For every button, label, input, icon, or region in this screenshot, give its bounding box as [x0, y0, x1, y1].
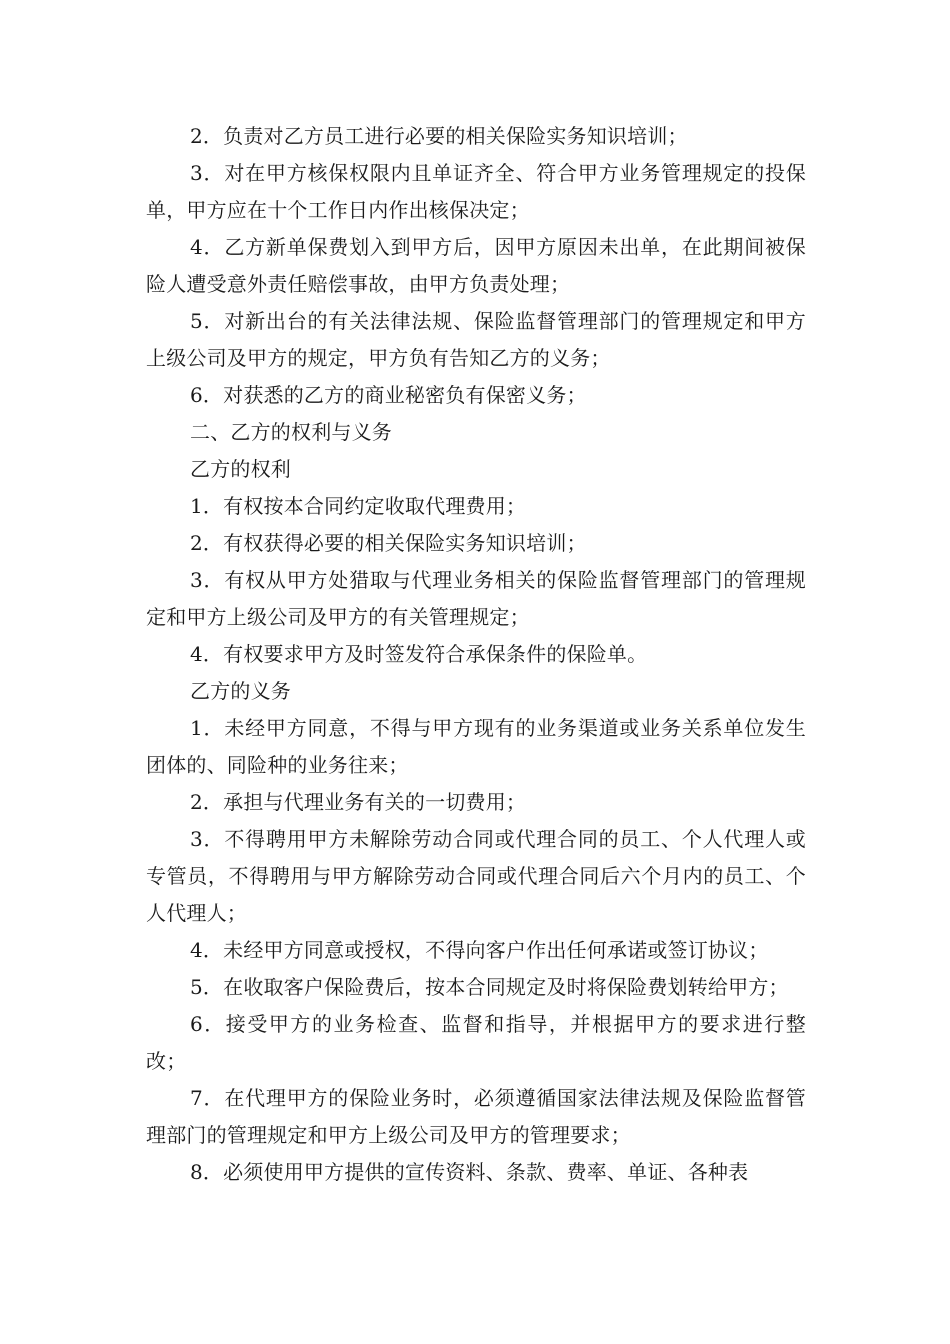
- paragraph: 6．对获悉的乙方的商业秘密负有保密义务；: [190, 383, 587, 407]
- paragraph: 5．对新出台的有关法律法规、保险监督管理部门的管理规定和甲方上级公司及甲方的规定，甲方负有告知乙方的义务；: [146, 309, 806, 370]
- document-body: [146, 118, 806, 1191]
- paragraph: 7．在代理甲方的保险业务时，必须遵循国家法律法规及保险监督管理部门的管理规定和甲方上级公司及甲方的管理要求；: [146, 1086, 806, 1147]
- paragraph: 4．有权要求甲方及时签发符合承保条件的保险单。: [190, 642, 648, 666]
- paragraph: 4．乙方新单保费划入到甲方后，因甲方原因未出单，在此期间被保险人遭受意外责任赔偿事故，由甲方负责处理；: [146, 235, 806, 296]
- subsection-heading: 乙方的义务: [190, 679, 291, 703]
- paragraph: 2．负责对乙方员工进行必要的相关保险实务知识培训；: [190, 124, 688, 148]
- paragraph: 2．有权获得必要的相关保险实务知识培训；: [190, 531, 587, 555]
- paragraph: 4．未经甲方同意或授权，不得向客户作出任何承诺或签订协议；: [190, 938, 769, 962]
- paragraph: 1．未经甲方同意，不得与甲方现有的业务渠道或业务关系单位发生团体的、同险种的业务往来；: [146, 716, 806, 777]
- subsection-heading: 乙方的权利: [190, 457, 291, 481]
- section-heading: 二、乙方的权利与义务: [190, 420, 392, 444]
- paragraph: 5．在收取客户保险费后，按本合同规定及时将保险费划转给甲方；: [190, 975, 789, 999]
- paragraph: 1．有权按本合同约定收取代理费用；: [190, 494, 527, 518]
- paragraph: 2．承担与代理业务有关的一切费用；: [190, 790, 527, 814]
- paragraph: 3．对在甲方核保权限内且单证齐全、符合甲方业务管理规定的投保单，甲方应在十个工作日内作出核保决定；: [146, 161, 806, 222]
- paragraph: 8．必须使用甲方提供的宣传资料、条款、费率、单证、各种表: [190, 1160, 749, 1184]
- paragraph: 3．不得聘用甲方未解除劳动合同或代理合同的员工、个人代理人或专管员，不得聘用与甲方解除劳动合同或代理合同后六个月内的员工、个人代理人；: [146, 827, 806, 925]
- paragraph: 3．有权从甲方处猎取与代理业务相关的保险监督管理部门的管理规定和甲方上级公司及甲方的有关管理规定；: [146, 568, 806, 629]
- paragraph: 6．接受甲方的业务检查、监督和指导，并根据甲方的要求进行整改；: [146, 1012, 806, 1073]
